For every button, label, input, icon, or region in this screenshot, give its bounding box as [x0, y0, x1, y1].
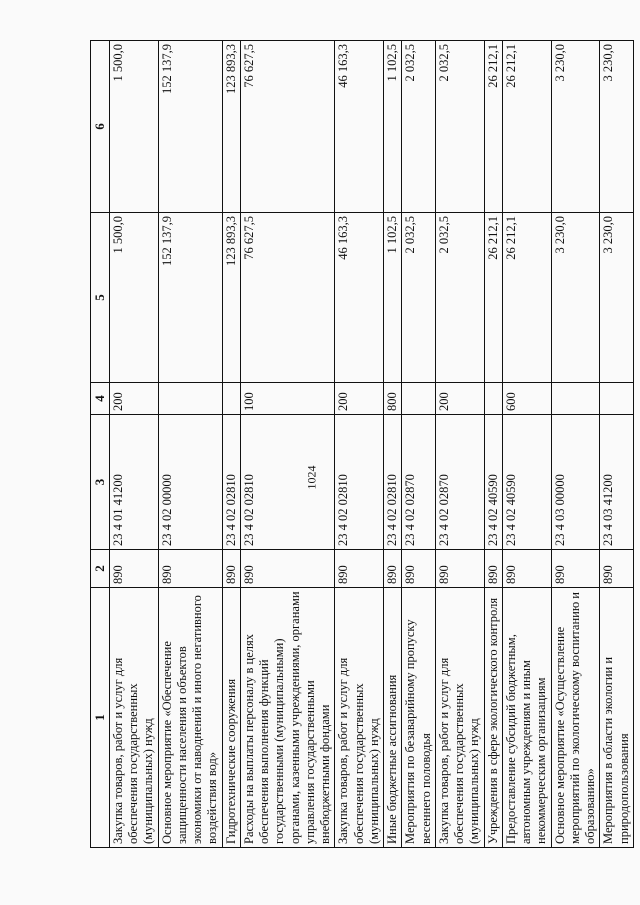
row-ministry-code: 890 [109, 550, 158, 588]
row-amount-col5: 1 500,0 [109, 213, 158, 383]
row-name: Расходы на выплаты персоналу в целях обеспечения выполнения функций государственными (муниципальными) органами, казенными учреждениями, органами управления государственными внебюджетными фондами [240, 588, 335, 848]
row-target-code: 23 4 02 40590 [484, 415, 502, 550]
row-target-code: 23 4 02 40590 [502, 415, 551, 550]
row-target-code: 23 4 03 41200 [600, 415, 634, 550]
row-name: Предоставление субсидий бюджетным, автономным учреждениям и иным некоммерческим организациям [502, 588, 551, 848]
row-amount-col6: 152 137,9 [158, 41, 222, 213]
budget-table [90, 40, 634, 848]
row-expense-type: 200 [435, 383, 484, 415]
row-expense-type: 100 [240, 383, 335, 415]
column-header-3: 3 [91, 415, 110, 550]
row-amount-col5: 26 212,1 [484, 213, 502, 383]
row-target-code: 23 4 02 02810 [240, 415, 335, 550]
column-header-4: 4 [91, 383, 110, 415]
row-target-code: 23 4 02 02810 [335, 415, 384, 550]
row-name: Основное мероприятие «Обеспечение защищенности населения и объектов экономики от наводнений и иного негативного воздействия вод» [158, 588, 222, 848]
table-row [402, 41, 436, 848]
row-expense-type: 800 [384, 383, 402, 415]
column-header-5: 5 [91, 213, 110, 383]
row-target-code: 23 4 02 00000 [158, 415, 222, 550]
row-amount-col6: 3 230,0 [600, 41, 634, 213]
row-ministry-code: 890 [158, 550, 222, 588]
row-amount-col5: 2 032,5 [435, 213, 484, 383]
row-expense-type [222, 383, 240, 415]
row-name: Учреждения в сфере экологического контроля [484, 588, 502, 848]
row-expense-type: 200 [335, 383, 384, 415]
row-amount-col5: 2 032,5 [402, 213, 436, 383]
row-expense-type [484, 383, 502, 415]
row-amount-col6: 26 212,1 [484, 41, 502, 213]
row-name: Закупка товаров, работ и услуг для обеспечения государственных (муниципальных) нужд [435, 588, 484, 848]
row-ministry-code: 890 [600, 550, 634, 588]
row-target-code: 23 4 02 02870 [435, 415, 484, 550]
table-row [502, 41, 551, 848]
row-ministry-code: 890 [502, 550, 551, 588]
table-row [240, 41, 335, 848]
row-amount-col5: 3 230,0 [551, 213, 600, 383]
row-amount-col5: 123 893,3 [222, 213, 240, 383]
table-row [384, 41, 402, 848]
row-amount-col6: 3 230,0 [551, 41, 600, 213]
row-amount-col5: 76 627,5 [240, 213, 335, 383]
row-ministry-code: 890 [402, 550, 436, 588]
row-name: Закупка товаров, работ и услуг для обеспечения государственных (муниципальных) нужд [109, 588, 158, 848]
row-name: Мероприятия по безаварийному пропуску весеннего половодья [402, 588, 436, 848]
column-header-1: 1 [91, 588, 110, 848]
row-ministry-code: 890 [384, 550, 402, 588]
row-ministry-code: 890 [335, 550, 384, 588]
row-expense-type: 200 [109, 383, 158, 415]
row-name: Закупка товаров, работ и услуг для обеспечения государственных (муниципальных) нужд [335, 588, 384, 848]
row-amount-col6: 1 102,5 [384, 41, 402, 213]
row-expense-type [600, 383, 634, 415]
row-amount-col6: 46 163,3 [335, 41, 384, 213]
row-name: Основное мероприятие «Осуществление мероприятий по экологическому воспитанию и образованию» [551, 588, 600, 848]
row-amount-col5: 1 102,5 [384, 213, 402, 383]
row-amount-col6: 2 032,5 [402, 41, 436, 213]
row-target-code: 23 4 01 41200 [109, 415, 158, 550]
row-expense-type [158, 383, 222, 415]
row-amount-col5: 3 230,0 [600, 213, 634, 383]
row-amount-col6: 26 212,1 [502, 41, 551, 213]
row-expense-type [402, 383, 436, 415]
row-amount-col6: 2 032,5 [435, 41, 484, 213]
row-expense-type: 600 [502, 383, 551, 415]
row-ministry-code: 890 [222, 550, 240, 588]
row-ministry-code: 890 [240, 550, 335, 588]
table-row [335, 41, 384, 848]
row-ministry-code: 890 [551, 550, 600, 588]
row-name: Мероприятия в области экологии и природопользования [600, 588, 634, 848]
table-row [484, 41, 502, 848]
row-target-code: 23 4 02 02810 [222, 415, 240, 550]
table-row [158, 41, 222, 848]
budget-table-container [90, 41, 631, 848]
row-amount-col5: 46 163,3 [335, 213, 384, 383]
row-amount-col6: 1 500,0 [109, 41, 158, 213]
row-name: Гидротехнические сооружения [222, 588, 240, 848]
column-header-2: 2 [91, 550, 110, 588]
row-expense-type [551, 383, 600, 415]
table-row [435, 41, 484, 848]
table-row [109, 41, 158, 848]
table-row [551, 41, 600, 848]
row-target-code: 23 4 02 02810 [384, 415, 402, 550]
row-target-code: 23 4 03 00000 [551, 415, 600, 550]
row-amount-col5: 152 137,9 [158, 213, 222, 383]
row-target-code: 23 4 02 02870 [402, 415, 436, 550]
row-ministry-code: 890 [435, 550, 484, 588]
table-row [222, 41, 240, 848]
table-header-row [91, 41, 110, 848]
row-amount-col6: 76 627,5 [240, 41, 335, 213]
row-name: Иные бюджетные ассигнования [384, 588, 402, 848]
table-row [600, 41, 634, 848]
row-amount-col5: 26 212,1 [502, 213, 551, 383]
row-amount-col6: 123 893,3 [222, 41, 240, 213]
column-header-6: 6 [91, 41, 110, 213]
page-number: 1024 [304, 465, 319, 490]
row-ministry-code: 890 [484, 550, 502, 588]
